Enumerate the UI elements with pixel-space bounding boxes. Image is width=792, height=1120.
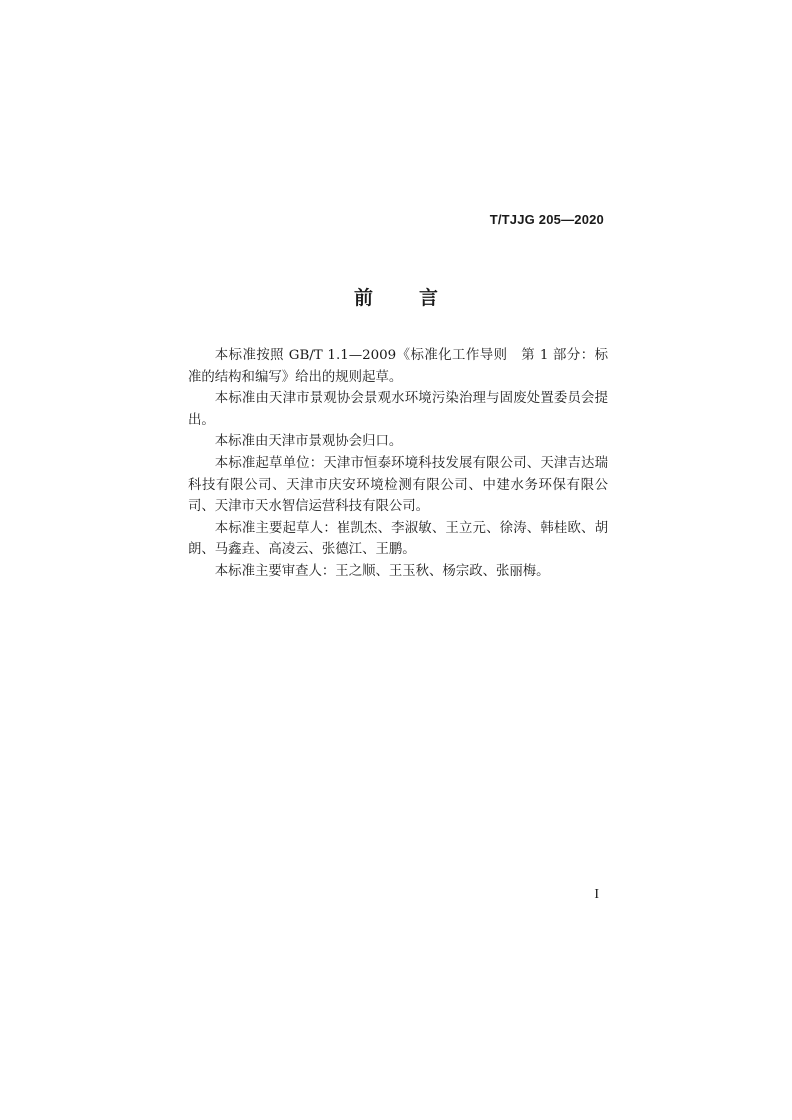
paragraph-drafting-rules: 本标准按照 GB/T 1.1—2009《标准化工作导则 第 1 部分：标准的结构和编写》给出的规则起草。 [188,348,608,385]
page-title [0,283,792,310]
paragraph-drafting-units: 本标准起草单位：天津市恒泰环境科技发展有限公司、天津吉达瑞科技有限公司、天津市庆安环境检测有限公司、中建水务环保有限公司、天津市天水智信运营科技有限公司。 [188,455,608,515]
paragraph-main-reviewers: 本标准主要审查人：王之顺、王玉秋、杨宗政、张丽梅。 [214,563,550,579]
paragraph-proposed-by: 本标准由天津市景观协会景观水环境污染治理与固废处置委员会提出。 [188,391,608,428]
title-char-2: 言 [419,287,439,309]
page-number: I [594,887,599,902]
paragraph-main-drafters: 本标准主要起草人：崔凯杰、李淑敏、王立元、徐涛、韩桂欧、胡朗、马鑫垚、高凌云、张德江、王鹏。 [188,520,608,558]
standard-code: T/TJJG 205—2020 [489,212,604,227]
paragraph-under-jurisdiction: 本标准由天津市景观协会归口。 [214,434,403,450]
foreword-body [188,345,608,583]
title-char-1: 前 [353,287,373,309]
